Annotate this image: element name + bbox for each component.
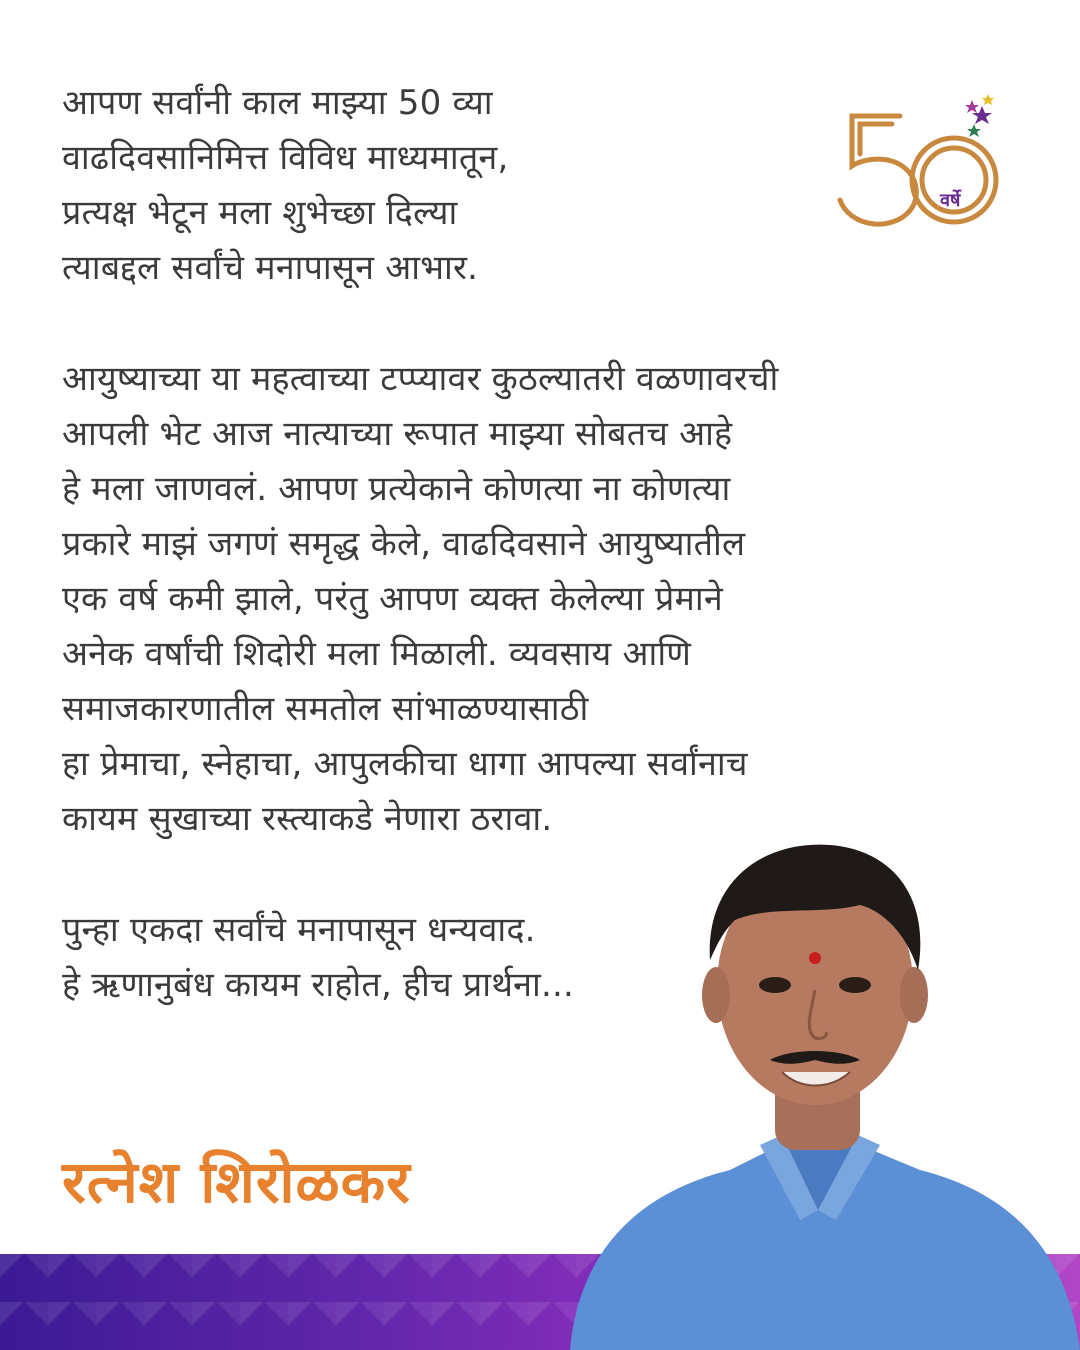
message-line: त्याबद्दल सर्वांचे मनापासून आभार. <box>62 248 479 288</box>
message-line: हा प्रेमाचा, स्नेहाचा, आपुलकीचा धागा आपल्या सर्वांनाच <box>62 744 748 784</box>
logo-years-word: वर्षे <box>940 190 961 211</box>
message-line: आपली भेट आज नात्याच्या रूपात माझ्या सोबतच आहे <box>62 414 733 454</box>
message-line: आपण सर्वांनी काल माझ्या 50 व्या <box>62 83 493 123</box>
message-line: समाजकारणातील समतोल सांभाळण्यासाठी <box>62 689 589 729</box>
message-line: प्रकारे माझं जगणं समृद्ध केले, वाढदिवसाने आयुष्यातील <box>62 524 746 564</box>
message-line: एक वर्ष कमी झाले, परंतु आपण व्यक्त केलेल्या प्रेमाने <box>62 579 723 619</box>
message-line: हे ऋणानुबंध कायम राहोत, हीच प्रार्थना... <box>62 965 575 1005</box>
fifty-years-logo <box>822 88 1012 238</box>
portrait-illustration <box>560 810 1080 1350</box>
message-line: हे मला जाणवलं. आपण प्रत्येकाने कोणत्या ना कोणत्या <box>62 469 731 509</box>
message-line: वाढदिवसानिमित्त विविध माध्यमातून, <box>62 138 509 178</box>
message-line: आयुष्याच्या या महत्वाच्या टप्प्यावर कुठल्यातरी वळणावरची <box>62 359 779 399</box>
message-line: अनेक वर्षांची शिदोरी मला मिळाली. व्यवसाय आणि <box>62 634 691 674</box>
fifty-logo-graphic <box>822 88 1012 238</box>
author-signature-name: रत्नेश शिरोळकर <box>62 1148 411 1216</box>
message-paragraph-2 <box>62 352 962 847</box>
message-line: प्रत्यक्ष भेटून मला शुभेच्छा दिल्या <box>62 193 458 233</box>
message-line: पुन्हा एकदा सर्वांचे मनापासून धन्यवाद. <box>62 910 536 950</box>
message-line: कायम सुखाच्या रस्त्याकडे नेणारा ठरावा. <box>62 799 553 839</box>
stars-icon <box>965 94 994 137</box>
person-portrait-image <box>560 810 1080 1350</box>
